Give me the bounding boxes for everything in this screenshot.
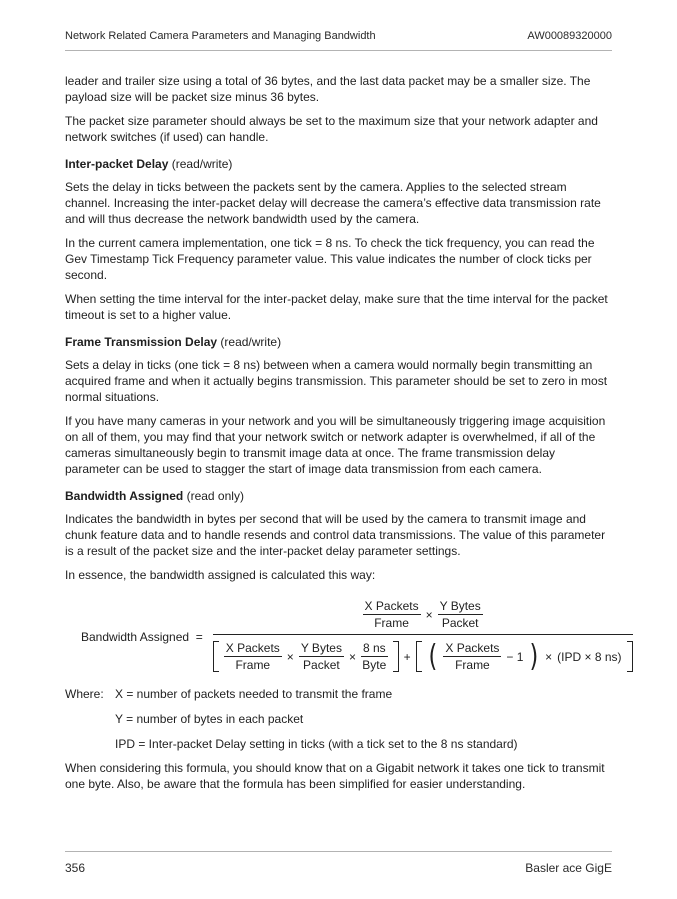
section-access-mode: (read only)	[186, 489, 244, 503]
left-square-bracket	[416, 641, 422, 672]
bandwidth-formula	[65, 599, 622, 674]
section-title: Bandwidth Assigned	[65, 489, 184, 503]
footer-rule	[65, 851, 612, 852]
section-access-mode: (read/write)	[171, 157, 233, 171]
fraction-numerator: Y Bytes	[300, 641, 342, 655]
where-definition-ipd: IPD = Inter-packet Delay setting in ticks (with a tick set to the 8 ns standard)	[115, 737, 518, 751]
section-heading-inter-packet-delay	[65, 156, 612, 172]
fraction-numerator: X Packets	[445, 641, 500, 655]
closing-paragraph: When considering this formula, you should know that on a Gigabit network it takes one tick to transmit one byte. Also, be aware that the formula has been simplified for easier understanding.	[65, 761, 605, 791]
equals-sign: =	[195, 629, 203, 644]
paragraph: In the current camera implementation, one tick = 8 ns. To check the tick frequency, you can read the Gev Timestamp Tick Frequency parameter value. This value indicates the number of clock ticks per second.	[65, 236, 595, 282]
section-heading-frame-transmission-delay	[65, 334, 612, 350]
page-content	[65, 73, 622, 792]
formula-lhs-label: Bandwidth Assigned	[81, 629, 190, 644]
where-definition-x: X = number of packets needed to transmit the frame	[115, 687, 393, 701]
page-footer	[65, 845, 612, 876]
left-square-bracket	[213, 641, 219, 672]
section-access-mode: (read/write)	[220, 335, 282, 349]
left-parenthesis: (	[428, 638, 437, 674]
times-sign: ×	[348, 649, 356, 664]
plus-sign: +	[403, 649, 411, 664]
section-title: Frame Transmission Delay	[65, 335, 218, 349]
intro-paragraph: leader and trailer size using a total of 36 bytes, and the last data packet may be a smaller size. The payload size will be packet size minus 36 bytes.	[65, 74, 591, 104]
paragraph: Indicates the bandwidth in bytes per second that will be used by the camera to transmit image and chunk feature data and to handle resends and control data transmissions. The value of this parameter is a result of the packet size and the inter-packet delay parameter settings.	[65, 512, 606, 558]
times-sign: ×	[545, 649, 553, 664]
fraction-8ns-per-byte	[361, 641, 388, 672]
fraction-bytes-per-packet	[299, 641, 344, 672]
where-definition-y: Y = number of bytes in each packet	[115, 712, 304, 726]
paragraph: If you have many cameras in your network and you will be simultaneously triggering image acquisition on all of them, you may find that your network switch or network adapter is overwhelmed, if all of the cameras simultaneously begin to transmit image data at once. The frame transmission delay parameter can be used to stagger the start of image data transmission from each camera.	[65, 414, 606, 476]
right-square-bracket	[627, 641, 633, 672]
fraction-denominator: Frame	[235, 658, 271, 672]
fraction-numerator: 8 ns	[362, 641, 386, 655]
header-title: Network Related Camera Parameters and Managing Bandwidth	[65, 30, 376, 42]
intro-paragraph: The packet size parameter should always be set to the maximum size that your network adapter and network switches (if used) can handle.	[65, 114, 598, 144]
formula-numerator	[363, 599, 483, 630]
page-header	[65, 28, 612, 44]
fraction-denominator: Frame	[455, 658, 490, 672]
main-fraction-bar	[213, 634, 633, 635]
ipd-term: (IPD × 8 ns)	[557, 649, 622, 664]
section-title: Inter-packet Delay	[65, 157, 169, 171]
fraction-packets-per-frame	[363, 599, 421, 630]
fraction-denominator: Byte	[362, 658, 387, 672]
fraction-denominator: Packet	[303, 658, 340, 672]
minus-one-term: − 1	[506, 649, 524, 664]
header-doc-number: AW00089320000	[527, 30, 612, 42]
formula-lhs	[81, 629, 203, 645]
where-definitions	[115, 686, 518, 752]
formula-denominator	[213, 639, 633, 674]
fraction-numerator: X Packets	[225, 641, 280, 655]
paragraph: Sets the delay in ticks between the packets sent by the camera. Applies to the selected stream channel. Increasing the inter-packet delay will decrease the camera’s effective data transmission rate and will thus decrease the network bandwidth used by the camera.	[65, 180, 601, 226]
fraction-packets-per-frame	[224, 641, 282, 672]
footer-page-number: 356	[65, 861, 86, 875]
paragraph: When setting the time interval for the inter-packet delay, make sure that the time interval for the packet timeout is set to a higher value.	[65, 292, 608, 322]
fraction-denominator: Packet	[441, 616, 479, 630]
fraction-denominator: Frame	[374, 616, 409, 630]
fraction-packets-per-frame	[443, 641, 501, 672]
where-label: Where:	[65, 687, 104, 701]
formula-main-fraction	[213, 599, 633, 674]
section-heading-bandwidth-assigned	[65, 488, 612, 504]
footer-product-name: Basler ace GigE	[525, 861, 612, 875]
right-square-bracket	[393, 641, 399, 672]
fraction-numerator: Y Bytes	[439, 599, 481, 613]
fraction-numerator: X Packets	[364, 599, 419, 613]
right-parenthesis: )	[529, 638, 539, 674]
fraction-bytes-per-packet	[438, 599, 483, 630]
times-sign: ×	[425, 607, 433, 622]
paragraph: In essence, the bandwidth assigned is calculated this way:	[65, 568, 376, 582]
times-sign: ×	[286, 649, 294, 664]
where-block	[65, 686, 612, 752]
header-rule	[65, 50, 612, 51]
paragraph: Sets a delay in ticks (one tick = 8 ns) between when a camera would normally begin transmitting an acquired frame and when it actually begins transmission. This parameter should be set to zero in most normal situations.	[65, 358, 608, 404]
